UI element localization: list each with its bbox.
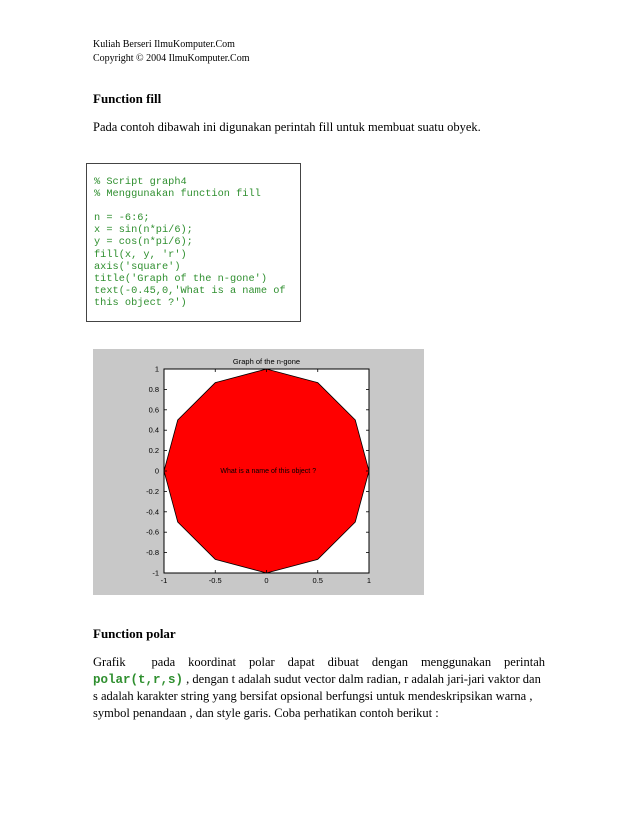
code-line: text(-0.45,0,'What is a name of <box>94 284 286 297</box>
y-tick-label: 0.2 <box>148 446 159 456</box>
y-tick-label: 0.6 <box>148 405 159 415</box>
heading-function-fill: Function fill <box>93 91 162 106</box>
polar-line-3: s adalah karakter string yang bersifat opsional berfungsi untuk mendeskripsikan warna , <box>93 689 533 703</box>
polar-command: polar(t,r,s) <box>93 673 184 687</box>
y-tick-label: -0.2 <box>146 486 159 496</box>
y-tick-label: -0.4 <box>146 507 159 517</box>
y-tick-label: -0.6 <box>146 527 159 537</box>
polar-line-4: symbol penandaan , dan style garis. Coba perhatikan contoh berikut : <box>93 706 439 720</box>
x-tick-label: -1 <box>160 576 168 585</box>
code-listing-box <box>86 163 301 322</box>
y-tick-label: 0.4 <box>148 425 159 435</box>
chart-annotation: What is a name of this object ? <box>220 468 317 475</box>
code-line: fill(x, y, 'r') <box>94 248 187 261</box>
y-tick-label: -1 <box>152 568 159 578</box>
header-course: Kuliah Berseri IlmuKomputer.Com <box>93 39 235 50</box>
y-tick-label: -0.8 <box>146 548 159 558</box>
code-line: n = -6:6; <box>94 212 150 225</box>
heading-function-polar: Function polar <box>93 626 176 641</box>
code-line: axis('square') <box>94 260 181 273</box>
code-line: x = sin(n*pi/6); <box>94 224 193 237</box>
code-line: % Menggunakan function fill <box>94 188 261 201</box>
x-tick-label: -0.5 <box>208 576 222 585</box>
fill-intro-text: Pada contoh dibawah ini digunakan perintah fill untuk membuat suatu obyek. <box>93 120 481 134</box>
y-tick-label: 1 <box>154 364 159 374</box>
code-line: % Script graph4 <box>94 176 187 188</box>
y-tick-label: 0 <box>154 466 159 476</box>
polar-line-2-rest: , dengan t adalah sudut vector dalm radian, r adalah jari-jari vaktor dan <box>183 672 541 686</box>
polar-line-2 <box>93 671 545 689</box>
x-tick-label: 1 <box>366 576 372 585</box>
page-header <box>93 38 249 66</box>
code-listing <box>94 176 286 309</box>
polar-line-1: Grafik pada koordinat polar dapat dibuat dengan menggunakan perintah <box>93 655 545 669</box>
code-line: y = cos(n*pi/6); <box>94 236 193 249</box>
chart-svg <box>93 349 424 595</box>
header-copyright: Copyright © 2004 IlmuKomputer.Com <box>93 53 250 64</box>
y-tick-label: 0.8 <box>148 384 159 394</box>
code-line: this object ?') <box>94 296 187 309</box>
x-tick-label: 0 <box>264 576 269 585</box>
x-tick-label: 0.5 <box>312 576 323 585</box>
chart-title: Graph of the n-gone <box>232 357 301 366</box>
code-line: title('Graph of the n-gone') <box>94 272 268 285</box>
matlab-figure <box>93 349 424 595</box>
